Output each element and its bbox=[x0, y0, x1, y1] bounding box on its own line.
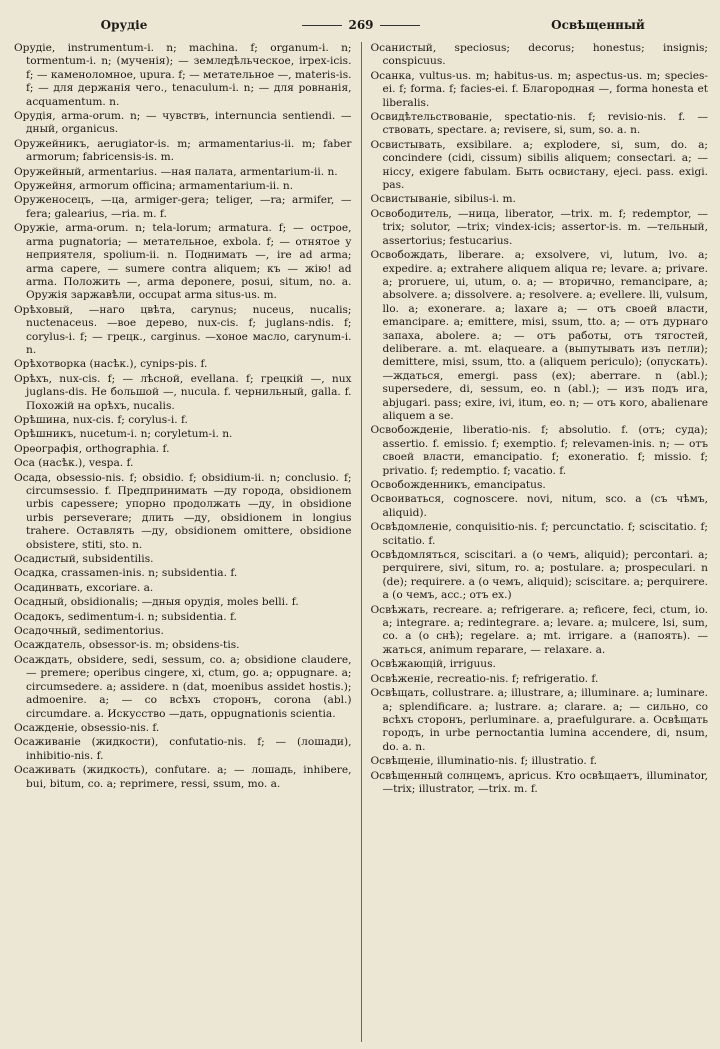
dictionary-entry: Освѣдомленіе, conquisitio-nis. f; percunctatio. f; sciscitatio. f; scitatio. f. bbox=[370, 521, 708, 547]
dictionary-entry: Осада, obsessio-nis. f; obsidio. f; obsidium-ii. n; conclusio. f; circumsessio. f. Предпринимать —ду города, obsidionem urbis capessere; упорно продолжать —ду, in obsidione urbis perseverare; длить —ду, obsidionem in longius trahere. Оставлять —ду, obsidionem omittere, obsidione obsistere, stiti, sto. n. bbox=[14, 471, 352, 551]
running-head-left: Орудіе bbox=[100, 18, 148, 32]
dictionary-entry: Осадка, crassamen-inis. n; subsidentia. f. bbox=[14, 567, 238, 580]
dictionary-entry: Освѣжать, recreare. a; refrigerare. a; reficere, feci, ctum, io. a; integrare. a; redintegrare. a; levare. a; mulcere, lsi, sum, co. a (о снѣ); regelare. a; mt. irrigare. a (напоять). —жаться, animum reparare, — relaxare. a. bbox=[370, 603, 708, 656]
dictionary-entry: Освѣженіе, recreatio-nis. f; refrigeratio. f. bbox=[370, 672, 599, 685]
dictionary-entry: Оружейный, armentarius. —ная палата, armentarium-ii. n. bbox=[14, 165, 338, 178]
dictionary-entry: Оса (насѣк.), vespa. f. bbox=[14, 457, 134, 470]
dictionary-entry: Освѣщать, collustrare. a; illustrare, a; illuminare. a; luminare. a; splendificare. a; lustrare. a; clarare. a; — сильно, со всѣхъ сторонъ, perluminare. a, praefulgurare. a. Освѣщать городъ, in urbe pernoctantia lumina accendere, di, nsum, do. a. n. bbox=[370, 687, 708, 753]
header-rule-left bbox=[302, 25, 342, 26]
dictionary-entry: Освобождать, liberare. a; exsolvere, vi, lutum, lvo. a; expedire. a; extrahere aliquem aliqua re; levare. a; privare. a; proruere, ui, utum, o. a; — вторично, remancipare, a; absolvere. a; dissolvere. a; resolvere. a; evellere. lli, vulsum, llo. a; exonerare. a; laxare a; — отъ своей власти, emancipare. a; emittere, misi, ssum, tto. a; — отъ дурнаго запаха, abolere. a; — отъ работы, отъ тягостей, deliberare. a. mt. elaqueare. a (выпутывать изъ петли); demittere, misi, ssum, tto. a (aliquem periculo); (опускать). —ждаться, emergi. pass (ex); aberrare. n (abl.); supersedere, di, sessum, eo. n (abl.); — изъ подъ ига, abjugari. pass; exire, ivi, itum, eo. n; — отъ кого, abalienare aliquem a se. bbox=[370, 249, 708, 422]
dictionary-entry: Орудіе, instrumentum-i. n; machina. f; organum-i. n; tormentum-i. n; (мученія); — земледѣльческое, irpex-icis. f; — каменоломное, upura. f; — метательное —, materis-is. f; — для держанія чего., tenaculum-i. n; — для ровнанія, acquamentum. n. bbox=[14, 42, 352, 108]
dictionary-entry: Осаживаніе (жидкости), confutatio-nis. f; — (лошади), inhibitio-nis. f. bbox=[14, 736, 352, 762]
dictionary-entry: Осанистый, speciosus; decorus; honestus; insignis; conspicuus. bbox=[370, 42, 708, 68]
page-header bbox=[14, 14, 708, 36]
dictionary-entry: Освѣжающій, irriguus. bbox=[370, 658, 496, 671]
dictionary-entry: Освѣщеніе, illuminatio-nis. f; illustratio. f. bbox=[370, 755, 597, 768]
dictionary-entry: Оружіе, arma-orum. n; tela-lorum; armatura. f; — острое, arma pugnatoria; — метательное, exbola. f; — отнятое у неприятеля, spolium-ii. n. Поднимать —, ire ad arma; arma capere, — sumere contra aliquem; къ — жію! ad arma. Положить —, arma deponere, posui, situm, no. a. Оружія заржавѣли, occupat arma situs-us. m. bbox=[14, 222, 352, 302]
dictionary-entry: Орѳографія, orthographia. f. bbox=[14, 442, 170, 455]
dictionary-entry: Осадный, obsidionalis; —дныя орудія, moles belli. f. bbox=[14, 596, 299, 609]
dictionary-entry: Осажденіе, obsessio-nis. f. bbox=[14, 721, 160, 734]
dictionary-entry: Освистывать, exsibilare. a; explodere, si, sum, do. a; concindere (cidi, cissum) sibilis aliquem; consectari. a; — ніссу, exigere fabulam. Быть освистану, ejeci. pass. exigi. pas. bbox=[370, 138, 708, 192]
dictionary-entry: Осаждать, obsidere, sedi, sessum, co. a; obsidione claudere, — premere; operibus cingere, xi, ctum, go. a; oppugnare. a; circumsedere. a; assidere. n (dat, moenibus assidet hostis.); admoenire. a; — со всѣхъ сторонъ, corona (abl.) circumdare. a. Искусство —дать, oppugnationis scientia. bbox=[14, 653, 352, 720]
dictionary-entry: Осадистый, subsidentilis. bbox=[14, 553, 154, 566]
dictionary-entry: Оружейникъ, aerugiator-is. m; armamentarius-ii. m; faber armorum; fabricensis-is. m. bbox=[14, 137, 352, 164]
right-column bbox=[361, 42, 709, 1042]
dictionary-entry: Осаждатель, obsessor-is. m; obsidens-tis. bbox=[14, 639, 240, 652]
page-number-block bbox=[302, 18, 419, 32]
dictionary-entry: Осаживать (жидкость), confutare. a; — лошадь, inhibere, bui, bitum, co. a; reprimere, ressi, ssum, mo. a. bbox=[14, 764, 352, 790]
dictionary-entry: Освобожденіе, liberatio-nis. f; absolutio. f. (отъ; суда); assertio. f. emissio. f; exemptio. f; relevamen-inis. n; — отъ своей власти, emancipatio. f; exoneratio. f; missio. f; privatio. f; redemptio. f; vacatio. f. bbox=[370, 424, 708, 477]
dictionary-entry: Оружейня, armorum officina; armamentarium-ii. n. bbox=[14, 180, 294, 193]
dictionary-entry: Осадокъ, sedimentum-i. n; subsidentia. f. bbox=[14, 610, 237, 623]
dictionary-entry: Осадочный, sedimentorius. bbox=[14, 625, 164, 638]
dictionary-entry: Осанка, vultus-us. m; habitus-us. m; aspectus-us. m; species-ei. f; forma. f; facies-ei. f. Благородная —, forma honesta et liberalis. bbox=[370, 69, 708, 109]
dictionary-entry: Оруженосецъ, —ца, armiger-gera; teliger, —ra; armifer, —fera; galearius, —ria. m. f. bbox=[14, 194, 352, 220]
dictionary-entry: Орѣшникъ, nucetum-i. n; coryletum-i. n. bbox=[14, 428, 233, 441]
running-head-right: Освѣщенный bbox=[551, 18, 645, 32]
dictionary-entry: Орѣшина, nux-cis. f; corylus-i. f. bbox=[14, 413, 188, 426]
dictionary-entry: Орѣховый, —наго цвѣта, carynus; nuceus, nucalis; nuctenaceus. —вое дерево, nux-cis. f; juglans-ndis. f; corylus-i. f; — грецк., carginus. —хоное масло, carynum-i. n. bbox=[14, 303, 352, 356]
dictionary-entry: Освистываніе, sibilus-i. m. bbox=[370, 193, 516, 206]
dictionary-entry: Осадинвать, excoriare. a. bbox=[14, 581, 154, 594]
left-column bbox=[14, 42, 361, 1042]
two-column-body bbox=[14, 42, 708, 1042]
dictionary-entry: Освѣдомляться, sciscitari. a (о чемъ, aliquid); percontari. a; perquirere, sivi, situm, ro. a; postulare. a; prospeculari. n (de); requirere. a (о чемъ, aliquid); sciscitare. a; perquirere. a (о чемъ, acc.; отъ ex.) bbox=[370, 549, 708, 602]
dictionary-entry: Орудія, arma-orum. n; — чувствъ, internuncia sentiendi. —дный, organicus. bbox=[14, 110, 352, 136]
dictionary-entry: Освѣщенный солнцемъ, apricus. Кто освѣщаетъ, illuminator, —trix; illustrator, —trix. m. f. bbox=[370, 769, 708, 795]
dictionary-entry: Орѣхотворка (насѣк.), cynips-pis. f. bbox=[14, 358, 208, 371]
dictionary-entry: Освидѣтельствованіе, spectatio-nis. f; revisio-nis. f. —ствовать, spectare. a; revisere, si, sum, so. a. n. bbox=[370, 111, 708, 137]
dictionary-entry: Освободитель, —ница, liberator, —trix. m. f; redemptor, —trix; solutor, —trix; vindex-icis; assertor-is. m. —тельный, assertorius; festucarius. bbox=[370, 207, 708, 247]
dictionary-entry: Орѣхъ, nux-cis. f; — лѣсной, evellana. f; грецкій —, nux juglans-dis. Не большой —, nucula. f. чернильный, galla. f. Похожій на орѣхъ, nucalis. bbox=[14, 372, 352, 412]
page-number: 269 bbox=[348, 18, 374, 32]
dictionary-entry: Освоиваться, cognoscere. novi, nitum, sco. a (съ чѣмъ, aliquid). bbox=[370, 493, 708, 519]
header-rule-right bbox=[380, 25, 420, 26]
dictionary-entry: Освобожденникъ, emancipatus. bbox=[370, 479, 546, 491]
